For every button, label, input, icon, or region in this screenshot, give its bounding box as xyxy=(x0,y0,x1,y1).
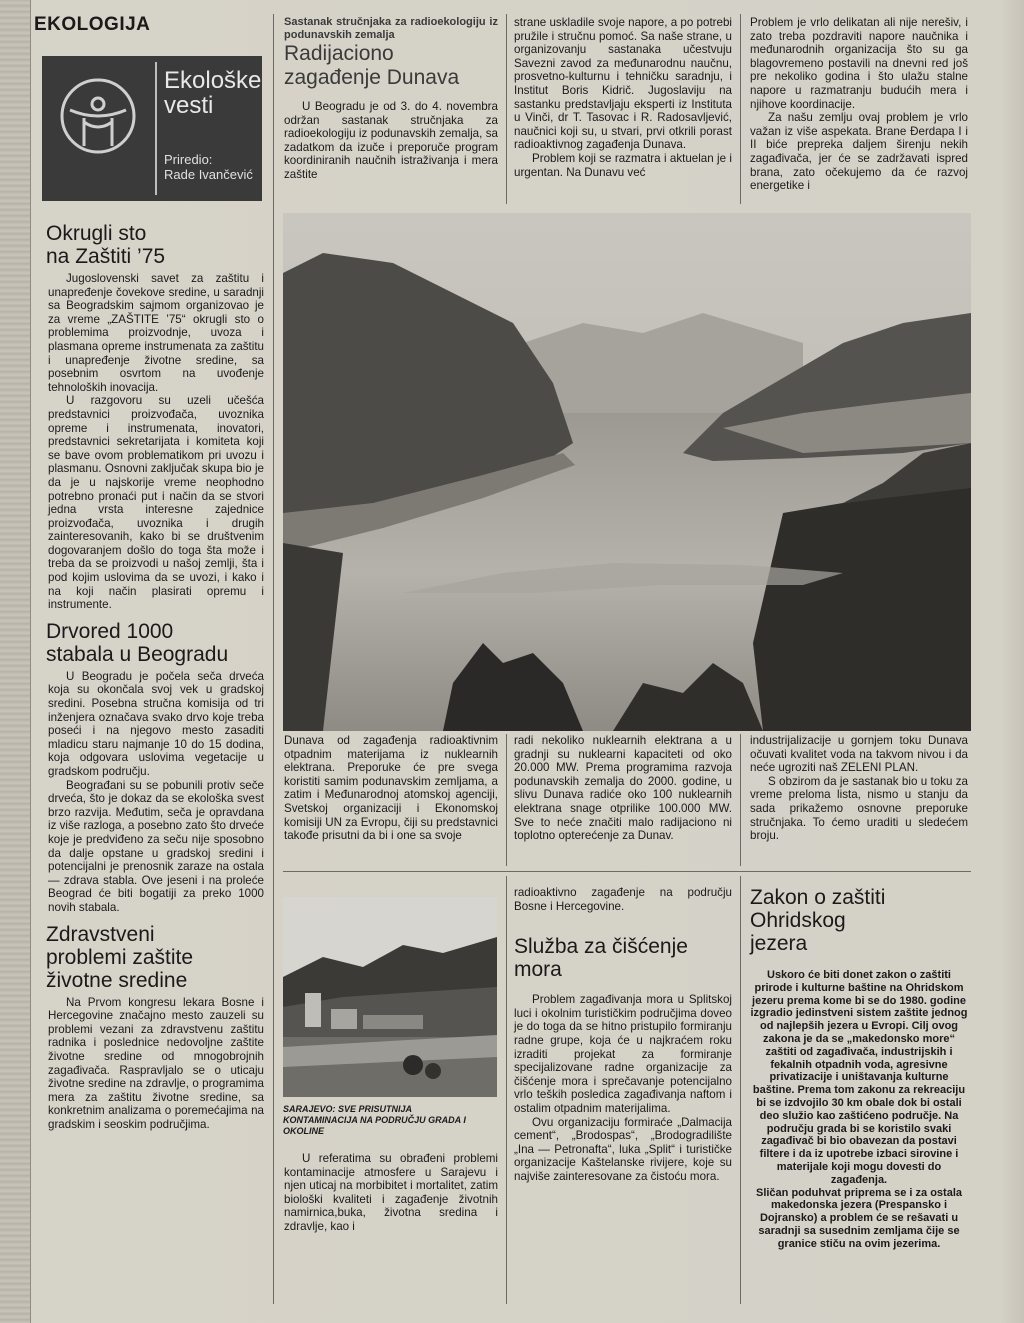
dunav-bottom-text-1: Dunava od zagađenja radioaktivnim otpadnim materijama iz nuklearnih elektrana. Preporuke će pre svega koristiti samim podunavskim zemljama, a zatim i Međunarodnoj atomskoj agenciji, Svetskoj organizaciji i Ekonomskoj komisiji UN za Evropu, čiji su predstavnici takođe prisutni da bi i one sa svoje xyxy=(284,734,498,843)
zdravstveni-paragraph-1: Na Prvom kongresu lekara Bosne i Hercegovine značajno mesto zauzeli su problemi vezani za zdravstvenu zaštitu radnika i poslednice nedovoljne zaštite životne sredine od mnogobrojnih zagađivača. Raspravljalo se o uticaju životne sredine na zdravlje, o programima mera za zaštitu životne sredine, sa konkretnim analizama o poremećajima na gradskim i seoskim područjima. xyxy=(48,995,264,1131)
dunav-top-column-1 xyxy=(284,16,498,182)
ohrid-column xyxy=(750,886,968,1251)
dunav-bottom-text-2: radi nekoliko nuklearnih elektrana a u gradnji su nuklearni kapaciteti od oko 20.000 MW. Prema programima razvoja podunavskih zemalja do 2000. godine, u slivu Dunava radiće oko 100 nuklearnih elektrana snage otprilike 100.000 MW. Sve to neće značiti malo radijaciono ni toplotno opterećenje za Dunav. xyxy=(514,734,732,843)
sluzba-paragraph-2: Ovu organizaciju formiraće „Dalmacija cement“, „Brodospas“, „Brodogradilište „Ina — Petronafta“, luka „Split“ i turističke organizacije Kaštelanske rivijere, koje su najviše zainteresovane za čistoću mora. xyxy=(514,1115,732,1183)
column-credit: Priredio: Rade Ivančević xyxy=(164,152,253,182)
drvored-paragraph-2: Beograđani su se pobunili protiv seče drveća, što je dokaz da se ekološka svest brzo razvija. Međutim, seča je opravdana iz više razloga, a posebno zato što drveće koje je predviđeno za seču nije sposobno da dalje opstane u gradskoj sredini i potencijalni je prenosnik zaraze na ostala — zdrava stabla. Ove jeseni i na proleće Beograd će biti bogatiji za preko 1000 novih stabala. xyxy=(48,778,264,914)
ohrid-paragraph-2: Sličan poduhvat priprema se i za ostala makedonska jezera (Prespansko i Dojransko) a problem će se rešavati u saradnji sa susednim zemljama čije se granice stiču na ovim jezerima. xyxy=(755,1186,962,1250)
column-header-box xyxy=(42,56,262,201)
headline-okrugli: Okrugli sto na Zaštiti ’75 xyxy=(46,222,166,268)
column-rule xyxy=(273,14,274,1304)
dunav-bottom-column-1 xyxy=(284,734,498,843)
ohrid-paragraph-1: Uskoro će biti donet zakon o zaštiti prirode i kulturne baštine na Ohridskom jezeru prema kome bi se do 1980. godine izgradio jedinstveni sistem zaštite jednog od najlepših jezera u Evropi. Cilj ovog zakona je da se „makedonsko more“ zaštiti od zagađivača, industrijskih i fekalnih otpadnih voda, agresivne privatizacije i uništavanja kulturne baštine. Prema tom zakonu za rekreaciju bi se izdvojilo 30 km obale dok bi ostali deo služio kao zaštićeno područje. Na području grada bi se koristilo svaki zagađivač bi bio obavezan da postavi filtere i da iz upotrebe izbaci sirovine i materijale koji mogu dovesti do zagađenja. xyxy=(750,969,968,1186)
dunav-top-column-2 xyxy=(514,16,732,179)
dunav-top-text-1: U Beogradu je od 3. do 4. novembra održan sastanak stručnjaka za radioekologiju iz podunavskih zemalja, sa zadatkom da izuče i preporuče program koordiniranih naučnih istraživanja i mera zaštite xyxy=(284,100,498,181)
section-rule xyxy=(283,871,971,872)
headline-zdravstveni: Zdravstveni problemi zaštite životne sredine xyxy=(46,922,194,992)
dunav-bottom-text-3: industrijalizacije u gornjem toku Dunava očuvati kvalitet voda na takvom nivou i da neće ugroziti naš ZELENI PLAN. xyxy=(750,734,968,775)
sluzba-paragraph-1: Problem zagađivanja mora u Splitskoj luci i okolnim turističkim područjima doveo je do toga da se hitno pristupilo formiranju radne grupe, koja će u najkraćem roku izraditi projekat za formiranje specijalizovane radne organizacije za čišćenje mora i sprečavanje potencijalno vrlo teških posledica zagađivanja naftom i ostalim otpadnim materijalima. xyxy=(514,993,732,1115)
headline-sluzba: Služba za čišćenje mora xyxy=(514,935,688,982)
drvored-paragraph-1: U Beogradu je počela seča drveća koja su okončala svoj vek u gradskoj sredini. Posebna stručna komisija od tri inženjera označava svako drvo koje treba poseći i na njegovo mesto zasaditi mladicu staru najmanje 10 do 15 dodina, koja odgovara uslovima vegetacije u gradskom području. xyxy=(48,669,264,778)
ecology-logo-icon xyxy=(48,62,157,195)
danube-gorge-photo xyxy=(283,213,971,731)
dunav-top-text-3: Problem je vrlo delikatan ali nije nerešiv, i zato treba pozdraviti napore naučnika i međunarodnih organizacija što su ga blagovremeno postavili na dnevni red još pre nekoliko godina i što ulažu stalne napore u razmatranju budućih mera i njihove koordinacije. xyxy=(750,16,968,111)
dunav-top-text-2b: Problem koji se razmatra i aktuelan je i urgentan. Na Dunavu već xyxy=(514,151,732,179)
sarajevo-paragraph-2: radioaktivno zagađenje na području Bosne i Hercegovine. xyxy=(514,886,732,913)
dunav-top-column-3 xyxy=(750,16,968,193)
dunav-top-text-3b: Za našu zemlju ovaj problem je vrlo važan iz više aspekata. Brane Đerdapa I i II biće prepreka daljem širenju nekih zagađivača, jer će se zadržavati ispred brana, zato očekujemo da će razvoj energetike i xyxy=(750,111,968,193)
column-rule xyxy=(740,876,741,1304)
middle-bottom-column xyxy=(514,886,732,1184)
photo-caption: SARAJEVO: SVE PRISUTNIJA KONTAMINACIJA NA PODRUČJU GRADA I OKOLINE xyxy=(283,1104,466,1136)
column-rule xyxy=(506,876,507,1304)
dunav-top-text-2: strane uskladile svoje napore, a po potrebi pružile i stručnu pomoć. Sa naše strane, u organizovanju sastanaka učestvuju Savezni zavod za međunarodnu naučnu, prosvetno-kulturnu i tehničku saradnju, i Institut Boris Kidrič. Jugoslaviju na sastanku predstavljaju eksperti iz Instituta u Vinči, dr T. Tasovac i R. Radosavljević, naučnici koji su, u stvari, prvi otkrili porast radioaktivnog zagađenja Dunava. xyxy=(514,16,732,152)
headline-dunav: Radijaciono zagađenje Dunava xyxy=(284,42,460,89)
sarajevo-photo xyxy=(283,897,497,1097)
page-binding xyxy=(0,0,31,1323)
dunav-bottom-column-2 xyxy=(514,734,732,843)
left-column xyxy=(46,222,264,1131)
okrugli-paragraph-1: Jugoslovenski savet za zaštitu i unapređenje čovekove sredine, u saradnji sa Beogradskim sajmom organizovao je za vreme „ZAŠTITE ’75“ okrugli sto o problemima proizvodnje, uvoza i plasmana opreme instrumenata za zaštitu i unapređenje životne sredine, sa posebnim osvrtom na uvođenje tehnoloških inovacija. xyxy=(48,272,264,394)
dunav-bottom-column-3 xyxy=(750,734,968,843)
column-rule xyxy=(506,734,507,866)
okrugli-paragraph-2: U razgovoru su uzeli učešća predstavnici proizvođača, uvoznika opreme i instrumenata, inovatori, predstavnici sekretarijata i komiteta koji se bave ovom problematikom pri uvozu i plasmanu. Osnovni zaključak skupa bio je da je u najskorije vreme neophodno potrebno pronaći put i način da se stvori jedna vrsta interesne zajednice proizvođača, uvoznika i drugih zainteresovanih, kako bi se društvenim dogovaranjem došlo do toga šta može i treba da se proizvodi u našoj zemlji, šta i pod kojim uslovima da se uvozi, i kako i na koji način plasirati opremu i instrumente. xyxy=(48,394,264,612)
section-title: EKOLOGIJA xyxy=(34,14,151,35)
sarajevo-paragraph-1: U referatima su obrađeni problemi kontaminacije atmosfere u Sarajevu i njen uticaj na morbibitet i mortalitet, zatim biološki kvaliteti i zagađenje životnih namirnica,buka, životna sredina i zdravlje, kao i xyxy=(284,1152,498,1233)
column-rule xyxy=(740,734,741,866)
headline-ohrid: Zakon o zaštiti Ohridskog jezera xyxy=(750,886,886,955)
sarajevo-column xyxy=(284,1152,498,1234)
column-rule xyxy=(740,14,741,204)
headline-drvored: Drvored 1000 stabala u Beogradu xyxy=(46,619,229,666)
column-rule xyxy=(506,14,507,204)
dunav-bottom-text-3b: S obzirom da je sastanak bio u toku za vreme preloma lista, nismo u stanju da sada prikažemo osnovne preporuke stručnjaka. To ćemo uraditi u sledećem broju. xyxy=(750,774,968,843)
dunav-kicker: Sastanak stručnjaka za radioekologiju iz podunavskih zemalja xyxy=(284,16,498,41)
column-title: Ekološke vesti xyxy=(164,67,262,119)
